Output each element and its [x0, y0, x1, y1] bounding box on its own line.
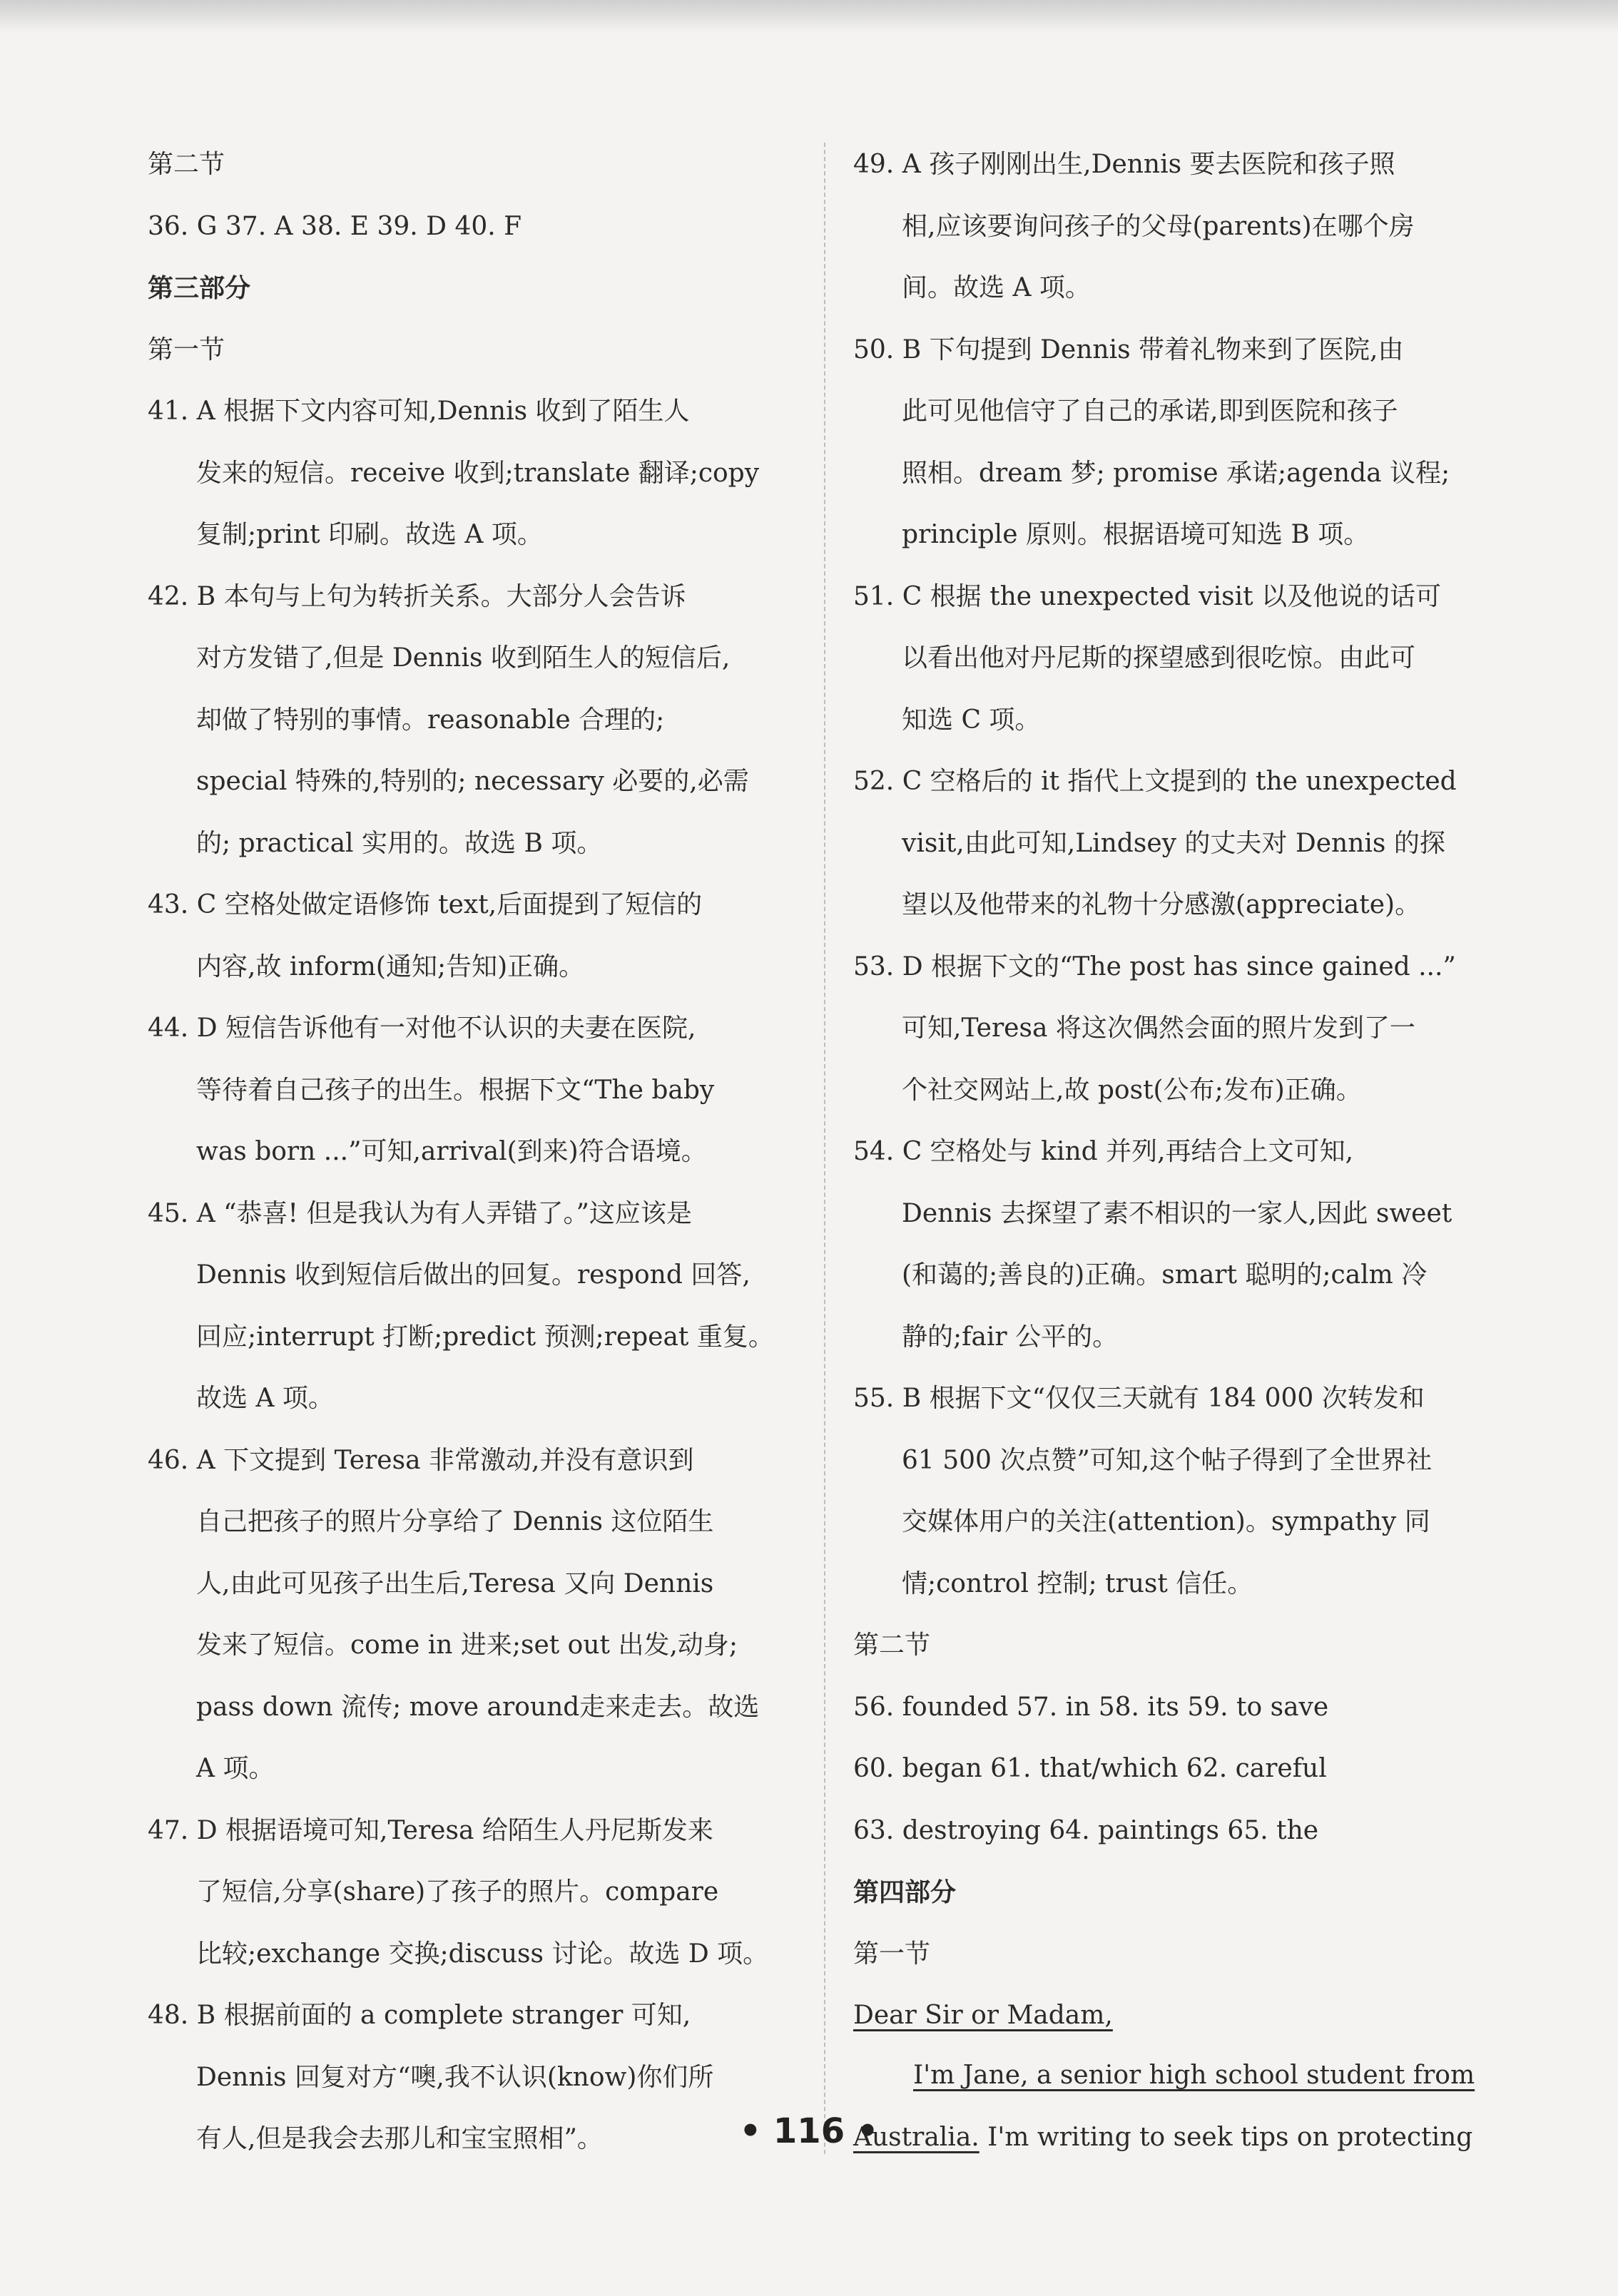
left-column-line: 却做了特别的事情。reasonable 合理的;: [196, 705, 665, 735]
right-column-line: 50. B 下句提到 Dennis 带着礼物来到了医院,由: [853, 335, 1404, 364]
left-column-line: 复制;print 印刷。故选 A 项。: [196, 520, 543, 549]
right-column-line: 第四部分: [853, 1877, 957, 1907]
left-column-line: Dennis 回复对方“噢,我不认识(know)你们所: [196, 2062, 714, 2092]
right-column-line: 61 500 次点赞”可知,这个帖子得到了全世界社: [902, 1445, 1433, 1475]
right-column-line: 56. founded 57. in 58. its 59. to save: [853, 1692, 1329, 1722]
left-column-line: 比较;exchange 交换;discuss 讨论。故选 D 项。: [196, 1939, 769, 1969]
left-column-line: 第一节: [148, 335, 225, 364]
right-column-line: 以看出他对丹尼斯的探望感到很吃惊。由此可: [902, 643, 1416, 673]
left-column-line: 46. A 下文提到 Teresa 非常激动,并没有意识到: [148, 1445, 694, 1475]
right-column-line: 52. C 空格后的 it 指代上文提到的 the unexpected: [853, 767, 1457, 796]
right-column-line: 55. B 根据下文“仅仅三天就有 184 000 次转发和: [853, 1384, 1425, 1413]
right-column-line: principle 原则。根据语境可知选 B 项。: [902, 520, 1370, 549]
letter-line-2-rest: I'm writing to seek tips on protecting: [979, 2122, 1473, 2152]
letter-line-1: I'm Jane, a senior high school student from: [913, 2061, 1475, 2090]
right-column-line: 60. began 61. that/which 62. careful: [853, 1754, 1327, 1783]
right-column-line: 53. D 根据下文的“The post has since gained ...”: [853, 951, 1456, 981]
right-column-line: 49. A 孩子刚刚出生,Dennis 要去医院和孩子照: [853, 150, 1395, 179]
left-column-line: 发来的短信。receive 收到;translate 翻译;copy: [196, 458, 760, 488]
right-column-line: visit,由此可知,Lindsey 的丈夫对 Dennis 的探: [902, 828, 1445, 858]
left-column-line: 自己把孩子的照片分享给了 Dennis 这位陌生: [196, 1507, 714, 1536]
right-column-line: 静的;fair 公平的。: [902, 1322, 1119, 1352]
right-column-line: (和蔼的;善良的)正确。smart 聪明的;calm 冷: [902, 1260, 1428, 1290]
column-divider: [824, 143, 825, 2154]
left-column-line: Dennis 收到短信后做出的回复。respond 回答,: [196, 1260, 751, 1290]
right-column-line: Dear Sir or Madam,: [853, 2001, 1113, 2030]
left-column-line: 的; practical 实用的。故选 B 项。: [196, 828, 603, 858]
left-column-line: 43. C 空格处做定语修饰 text,后面提到了短信的: [148, 890, 703, 919]
right-column-line: 情;control 控制; trust 信任。: [902, 1568, 1253, 1598]
right-column-line: 63. destroying 64. paintings 65. the: [853, 1815, 1319, 1845]
right-column-line: 54. C 空格处与 kind 并列,再结合上文可知,: [853, 1137, 1354, 1166]
left-column-line: 41. A 根据下文内容可知,Dennis 收到了陌生人: [148, 397, 690, 426]
right-column-line: 望以及他带来的礼物十分感激(appreciate)。: [902, 890, 1421, 919]
left-column-line: 47. D 根据语境可知,Teresa 给陌生人丹尼斯发来: [148, 1815, 713, 1845]
right-column-line: 此可见他信守了自己的承诺,即到医院和孩子: [902, 397, 1398, 426]
left-column-line: 36. G 37. A 38. E 39. D 40. F: [148, 211, 522, 241]
left-column-line: 第三部分: [148, 273, 251, 303]
right-column-line: 51. C 根据 the unexpected visit 以及他说的话可: [853, 581, 1442, 611]
right-column-line: 相,应该要询问孩子的父母(parents)在哪个房: [902, 211, 1415, 241]
left-column-line: 42. B 本句与上句为转折关系。大部分人会告诉: [148, 581, 686, 611]
left-column-line: 了短信,分享(share)了孩子的照片。compare: [196, 1877, 719, 1907]
right-column: [853, 134, 1506, 2047]
left-column: [148, 134, 797, 2170]
page-number: • 116 •: [739, 2111, 879, 2151]
right-column-line: 交媒体用户的关注(attention)。sympathy 同: [902, 1507, 1430, 1536]
left-column-line: was born ...”可知,arrival(到来)符合语境。: [196, 1137, 707, 1166]
letter-line-2-underlined: Australia.: [853, 2122, 980, 2152]
left-column-line: 内容,故 inform(通知;告知)正确。: [196, 951, 585, 981]
right-column-line: 第二节: [853, 1631, 931, 1660]
right-column-line: 可知,Teresa 将这次偶然会面的照片发到了一: [902, 1014, 1415, 1043]
left-column-line: 45. A “恭喜! 但是我认为有人弄错了。”这应该是: [148, 1198, 692, 1228]
left-column-line: 等待着自己孩子的出生。根据下文“The baby: [196, 1075, 715, 1105]
right-column-line: Dennis 去探望了素不相识的一家人,因此 sweet: [902, 1198, 1452, 1228]
left-column-line: 第二节: [148, 150, 225, 179]
left-column-line: 有人,但是我会去那儿和宝宝照相”。: [196, 2124, 603, 2153]
left-column-line: special 特殊的,特别的; necessary 必要的,必需: [196, 767, 749, 796]
left-column-line: 对方发错了,但是 Dennis 收到陌生人的短信后,: [196, 643, 731, 673]
left-column-line: 44. D 短信告诉他有一对他不认识的夫妻在医院,: [148, 1014, 696, 1043]
left-column-line: 发来了短信。come in 进来;set out 出发,动身;: [196, 1631, 738, 1660]
top-scan-shadow: [0, 0, 1618, 33]
left-column-line: A 项。: [196, 1754, 275, 1783]
left-column-line: 48. B 根据前面的 a complete stranger 可知,: [148, 2001, 691, 2030]
left-column-line: 故选 A 项。: [196, 1384, 334, 1413]
left-column-line: 回应;interrupt 打断;predict 预测;repeat 重复。: [196, 1322, 774, 1352]
right-column-line: 个社交网站上,故 post(公布;发布)正确。: [902, 1075, 1362, 1105]
left-column-line: pass down 流传; move around走来走去。故选: [196, 1692, 760, 1722]
right-column-line: 照相。dream 梦; promise 承诺;agenda 议程;: [902, 458, 1450, 488]
right-column-line: 第一节: [853, 1939, 931, 1969]
right-column-line: 知选 C 项。: [902, 705, 1041, 735]
right-column-line: 间。故选 A 项。: [902, 273, 1091, 302]
left-column-line: 人,由此可见孩子出生后,Teresa 又向 Dennis: [196, 1568, 714, 1598]
